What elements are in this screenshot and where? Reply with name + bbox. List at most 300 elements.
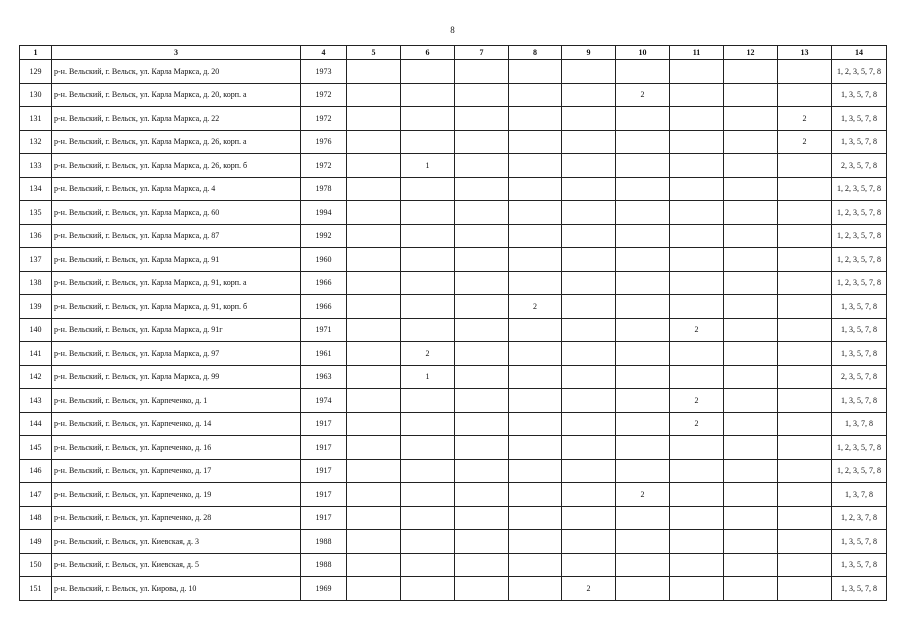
column-header: 9 bbox=[562, 46, 616, 60]
value-cell bbox=[455, 154, 509, 178]
year-cell: 1972 bbox=[301, 154, 347, 178]
address-cell: р-н. Вельский, г. Вельск, ул. Карла Маркса, д. 60 bbox=[52, 201, 301, 225]
value-cell bbox=[724, 459, 778, 483]
value-cell bbox=[562, 389, 616, 413]
value-cell bbox=[509, 177, 562, 201]
value-cell bbox=[724, 130, 778, 154]
value-cell bbox=[778, 459, 832, 483]
codes-cell: 1, 3, 5, 7, 8 bbox=[832, 577, 887, 601]
value-cell bbox=[724, 60, 778, 84]
value-cell bbox=[562, 459, 616, 483]
value-cell bbox=[562, 248, 616, 272]
value-cell bbox=[347, 60, 401, 84]
codes-cell: 1, 2, 3, 5, 7, 8 bbox=[832, 177, 887, 201]
row-number: 143 bbox=[20, 389, 52, 413]
value-cell bbox=[616, 389, 670, 413]
value-cell bbox=[509, 154, 562, 178]
year-cell: 1974 bbox=[301, 389, 347, 413]
table-row bbox=[20, 107, 887, 131]
value-cell bbox=[455, 177, 509, 201]
value-cell bbox=[401, 271, 455, 295]
value-cell bbox=[724, 389, 778, 413]
value-cell: 2 bbox=[670, 318, 724, 342]
value-cell bbox=[562, 107, 616, 131]
table-row bbox=[20, 295, 887, 319]
value-cell bbox=[347, 130, 401, 154]
value-cell bbox=[562, 201, 616, 225]
year-cell: 1917 bbox=[301, 459, 347, 483]
value-cell bbox=[670, 177, 724, 201]
value-cell bbox=[724, 295, 778, 319]
value-cell: 1 bbox=[401, 154, 455, 178]
address-cell: р-н. Вельский, г. Вельск, ул. Карла Маркса, д. 26, корп. б bbox=[52, 154, 301, 178]
table-row bbox=[20, 436, 887, 460]
table-row bbox=[20, 553, 887, 577]
value-cell bbox=[509, 412, 562, 436]
value-cell bbox=[509, 318, 562, 342]
value-cell bbox=[562, 483, 616, 507]
address-cell: р-н. Вельский, г. Вельск, ул. Карла Маркса, д. 91, корп. а bbox=[52, 271, 301, 295]
value-cell bbox=[724, 412, 778, 436]
value-cell bbox=[455, 271, 509, 295]
value-cell bbox=[778, 224, 832, 248]
value-cell bbox=[616, 506, 670, 530]
value-cell bbox=[401, 107, 455, 131]
value-cell bbox=[670, 436, 724, 460]
row-number: 134 bbox=[20, 177, 52, 201]
page-number: 8 bbox=[450, 25, 455, 35]
value-cell bbox=[562, 130, 616, 154]
codes-cell: 1, 3, 5, 7, 8 bbox=[832, 342, 887, 366]
value-cell bbox=[401, 201, 455, 225]
value-cell bbox=[778, 271, 832, 295]
value-cell: 2 bbox=[509, 295, 562, 319]
year-cell: 1969 bbox=[301, 577, 347, 601]
value-cell bbox=[670, 130, 724, 154]
value-cell bbox=[616, 224, 670, 248]
year-cell: 1976 bbox=[301, 130, 347, 154]
value-cell bbox=[455, 577, 509, 601]
value-cell bbox=[778, 436, 832, 460]
column-header: 12 bbox=[724, 46, 778, 60]
value-cell bbox=[778, 154, 832, 178]
value-cell bbox=[562, 83, 616, 107]
value-cell bbox=[778, 248, 832, 272]
table-row bbox=[20, 271, 887, 295]
table-row bbox=[20, 365, 887, 389]
value-cell bbox=[347, 295, 401, 319]
value-cell bbox=[724, 177, 778, 201]
address-cell: р-н. Вельский, г. Вельск, ул. Карла Маркса, д. 87 bbox=[52, 224, 301, 248]
value-cell bbox=[778, 506, 832, 530]
value-cell bbox=[455, 318, 509, 342]
value-cell bbox=[401, 177, 455, 201]
value-cell bbox=[509, 271, 562, 295]
value-cell bbox=[455, 201, 509, 225]
address-cell: р-н. Вельский, г. Вельск, ул. Карла Маркса, д. 99 bbox=[52, 365, 301, 389]
value-cell bbox=[562, 342, 616, 366]
address-cell: р-н. Вельский, г. Вельск, ул. Карпеченко, д. 14 bbox=[52, 412, 301, 436]
row-number: 147 bbox=[20, 483, 52, 507]
address-cell: р-н. Вельский, г. Вельск, ул. Карла Маркса, д. 97 bbox=[52, 342, 301, 366]
value-cell bbox=[401, 248, 455, 272]
value-cell bbox=[616, 365, 670, 389]
year-cell: 1971 bbox=[301, 318, 347, 342]
value-cell bbox=[616, 412, 670, 436]
row-number: 146 bbox=[20, 459, 52, 483]
column-header: 4 bbox=[301, 46, 347, 60]
value-cell bbox=[724, 553, 778, 577]
value-cell bbox=[616, 107, 670, 131]
year-cell: 1972 bbox=[301, 107, 347, 131]
value-cell bbox=[347, 318, 401, 342]
value-cell bbox=[509, 130, 562, 154]
codes-cell: 1, 2, 3, 7, 8 bbox=[832, 506, 887, 530]
value-cell bbox=[616, 577, 670, 601]
row-number: 144 bbox=[20, 412, 52, 436]
table-row bbox=[20, 83, 887, 107]
value-cell bbox=[616, 201, 670, 225]
value-cell bbox=[347, 201, 401, 225]
value-cell bbox=[401, 318, 455, 342]
value-cell bbox=[724, 83, 778, 107]
value-cell bbox=[562, 271, 616, 295]
row-number: 136 bbox=[20, 224, 52, 248]
codes-cell: 2, 3, 5, 7, 8 bbox=[832, 154, 887, 178]
year-cell: 1994 bbox=[301, 201, 347, 225]
codes-cell: 1, 2, 3, 5, 7, 8 bbox=[832, 459, 887, 483]
value-cell bbox=[562, 295, 616, 319]
value-cell bbox=[778, 530, 832, 554]
address-cell: р-н. Вельский, г. Вельск, ул. Карла Маркса, д. 20, корп. а bbox=[52, 83, 301, 107]
value-cell bbox=[401, 530, 455, 554]
value-cell bbox=[455, 60, 509, 84]
value-cell bbox=[401, 577, 455, 601]
value-cell bbox=[455, 553, 509, 577]
column-header: 7 bbox=[455, 46, 509, 60]
row-number: 149 bbox=[20, 530, 52, 554]
value-cell bbox=[778, 577, 832, 601]
year-cell: 1978 bbox=[301, 177, 347, 201]
column-header: 5 bbox=[347, 46, 401, 60]
table-row bbox=[20, 530, 887, 554]
value-cell bbox=[562, 365, 616, 389]
value-cell bbox=[670, 459, 724, 483]
table-row bbox=[20, 577, 887, 601]
table-row bbox=[20, 201, 887, 225]
value-cell bbox=[455, 530, 509, 554]
table-row bbox=[20, 506, 887, 530]
value-cell bbox=[509, 577, 562, 601]
value-cell bbox=[509, 224, 562, 248]
value-cell bbox=[616, 342, 670, 366]
value-cell bbox=[616, 177, 670, 201]
codes-cell: 1, 3, 5, 7, 8 bbox=[832, 83, 887, 107]
value-cell bbox=[455, 412, 509, 436]
value-cell bbox=[401, 436, 455, 460]
value-cell: 2 bbox=[778, 130, 832, 154]
value-cell bbox=[670, 107, 724, 131]
value-cell: 2 bbox=[670, 389, 724, 413]
address-cell: р-н. Вельский, г. Вельск, ул. Карла Маркса, д. 26, корп. а bbox=[52, 130, 301, 154]
value-cell bbox=[347, 154, 401, 178]
value-cell bbox=[616, 530, 670, 554]
value-cell bbox=[670, 577, 724, 601]
value-cell bbox=[670, 224, 724, 248]
row-number: 135 bbox=[20, 201, 52, 225]
value-cell bbox=[670, 248, 724, 272]
table-row bbox=[20, 224, 887, 248]
value-cell bbox=[347, 577, 401, 601]
value-cell bbox=[347, 530, 401, 554]
codes-cell: 1, 3, 5, 7, 8 bbox=[832, 130, 887, 154]
value-cell bbox=[509, 483, 562, 507]
value-cell bbox=[778, 342, 832, 366]
value-cell bbox=[347, 177, 401, 201]
table-row bbox=[20, 154, 887, 178]
value-cell bbox=[778, 412, 832, 436]
address-cell: р-н. Вельский, г. Вельск, ул. Карла Маркса, д. 20 bbox=[52, 60, 301, 84]
value-cell bbox=[724, 107, 778, 131]
address-cell: р-н. Вельский, г. Вельск, ул. Карпеченко, д. 19 bbox=[52, 483, 301, 507]
address-cell: р-н. Вельский, г. Вельск, ул. Киевская, д. 3 bbox=[52, 530, 301, 554]
row-number: 141 bbox=[20, 342, 52, 366]
codes-cell: 1, 2, 3, 5, 7, 8 bbox=[832, 201, 887, 225]
value-cell bbox=[670, 483, 724, 507]
year-cell: 1988 bbox=[301, 553, 347, 577]
table-row bbox=[20, 318, 887, 342]
column-header: 14 bbox=[832, 46, 887, 60]
year-cell: 1961 bbox=[301, 342, 347, 366]
value-cell bbox=[778, 365, 832, 389]
column-header: 8 bbox=[509, 46, 562, 60]
value-cell bbox=[509, 107, 562, 131]
row-number: 132 bbox=[20, 130, 52, 154]
codes-cell: 1, 3, 5, 7, 8 bbox=[832, 553, 887, 577]
value-cell bbox=[401, 83, 455, 107]
value-cell bbox=[509, 506, 562, 530]
value-cell: 2 bbox=[778, 107, 832, 131]
codes-cell: 1, 3, 5, 7, 8 bbox=[832, 107, 887, 131]
value-cell bbox=[724, 483, 778, 507]
value-cell bbox=[724, 224, 778, 248]
year-cell: 1966 bbox=[301, 271, 347, 295]
codes-cell: 2, 3, 5, 7, 8 bbox=[832, 365, 887, 389]
row-number: 148 bbox=[20, 506, 52, 530]
value-cell bbox=[562, 60, 616, 84]
value-cell bbox=[455, 365, 509, 389]
year-cell: 1960 bbox=[301, 248, 347, 272]
year-cell: 1917 bbox=[301, 436, 347, 460]
column-header: 6 bbox=[401, 46, 455, 60]
value-cell bbox=[347, 107, 401, 131]
row-number: 131 bbox=[20, 107, 52, 131]
value-cell bbox=[562, 553, 616, 577]
table-body bbox=[20, 60, 887, 601]
value-cell bbox=[670, 83, 724, 107]
address-cell: р-н. Вельский, г. Вельск, ул. Карпеченко, д. 1 bbox=[52, 389, 301, 413]
value-cell bbox=[347, 553, 401, 577]
value-cell bbox=[562, 530, 616, 554]
value-cell bbox=[724, 506, 778, 530]
table-row bbox=[20, 342, 887, 366]
value-cell bbox=[347, 483, 401, 507]
value-cell bbox=[347, 436, 401, 460]
table-row bbox=[20, 177, 887, 201]
value-cell bbox=[347, 412, 401, 436]
value-cell bbox=[509, 248, 562, 272]
value-cell bbox=[778, 83, 832, 107]
value-cell bbox=[670, 295, 724, 319]
codes-cell: 1, 3, 5, 7, 8 bbox=[832, 318, 887, 342]
table-row bbox=[20, 130, 887, 154]
value-cell bbox=[616, 436, 670, 460]
value-cell bbox=[401, 130, 455, 154]
value-cell bbox=[347, 342, 401, 366]
address-cell: р-н. Вельский, г. Вельск, ул. Карпеченко, д. 16 bbox=[52, 436, 301, 460]
value-cell bbox=[455, 107, 509, 131]
row-number: 151 bbox=[20, 577, 52, 601]
codes-cell: 1, 2, 3, 5, 7, 8 bbox=[832, 224, 887, 248]
row-number: 133 bbox=[20, 154, 52, 178]
year-cell: 1988 bbox=[301, 530, 347, 554]
value-cell bbox=[509, 530, 562, 554]
value-cell bbox=[509, 553, 562, 577]
value-cell bbox=[347, 389, 401, 413]
address-cell: р-н. Вельский, г. Вельск, ул. Карла Маркса, д. 4 bbox=[52, 177, 301, 201]
address-cell: р-н. Вельский, г. Вельск, ул. Карла Маркса, д. 91г bbox=[52, 318, 301, 342]
row-number: 139 bbox=[20, 295, 52, 319]
value-cell bbox=[616, 459, 670, 483]
row-number: 130 bbox=[20, 83, 52, 107]
value-cell bbox=[455, 436, 509, 460]
value-cell bbox=[401, 224, 455, 248]
value-cell bbox=[724, 530, 778, 554]
value-cell bbox=[347, 271, 401, 295]
value-cell bbox=[455, 248, 509, 272]
register-table bbox=[19, 45, 887, 601]
value-cell bbox=[670, 201, 724, 225]
value-cell bbox=[562, 436, 616, 460]
value-cell bbox=[347, 459, 401, 483]
value-cell bbox=[562, 177, 616, 201]
row-number: 145 bbox=[20, 436, 52, 460]
column-header: 10 bbox=[616, 46, 670, 60]
value-cell bbox=[401, 295, 455, 319]
codes-cell: 1, 3, 7, 8 bbox=[832, 483, 887, 507]
year-cell: 1917 bbox=[301, 483, 347, 507]
value-cell bbox=[670, 553, 724, 577]
row-number: 137 bbox=[20, 248, 52, 272]
value-cell bbox=[724, 365, 778, 389]
table-row bbox=[20, 389, 887, 413]
year-cell: 1972 bbox=[301, 83, 347, 107]
value-cell bbox=[724, 248, 778, 272]
codes-cell: 1, 3, 5, 7, 8 bbox=[832, 389, 887, 413]
codes-cell: 1, 3, 7, 8 bbox=[832, 412, 887, 436]
value-cell bbox=[670, 60, 724, 84]
value-cell bbox=[778, 295, 832, 319]
value-cell bbox=[778, 553, 832, 577]
value-cell bbox=[509, 459, 562, 483]
year-cell: 1966 bbox=[301, 295, 347, 319]
value-cell bbox=[670, 342, 724, 366]
table-row bbox=[20, 459, 887, 483]
value-cell bbox=[562, 412, 616, 436]
column-header: 1 bbox=[20, 46, 52, 60]
row-number: 138 bbox=[20, 271, 52, 295]
address-cell: р-н. Вельский, г. Вельск, ул. Карла Маркса, д. 91, корп. б bbox=[52, 295, 301, 319]
value-cell bbox=[616, 271, 670, 295]
value-cell bbox=[616, 318, 670, 342]
value-cell bbox=[401, 60, 455, 84]
address-cell: р-н. Вельский, г. Вельск, ул. Карла Маркса, д. 22 bbox=[52, 107, 301, 131]
value-cell bbox=[724, 342, 778, 366]
value-cell bbox=[616, 248, 670, 272]
address-cell: р-н. Вельский, г. Вельск, ул. Киевская, д. 5 bbox=[52, 553, 301, 577]
value-cell bbox=[455, 295, 509, 319]
value-cell bbox=[401, 483, 455, 507]
value-cell bbox=[670, 530, 724, 554]
value-cell bbox=[670, 506, 724, 530]
value-cell bbox=[778, 318, 832, 342]
value-cell bbox=[670, 365, 724, 389]
value-cell: 2 bbox=[616, 483, 670, 507]
value-cell bbox=[724, 436, 778, 460]
value-cell bbox=[455, 459, 509, 483]
table-row bbox=[20, 248, 887, 272]
value-cell: 2 bbox=[616, 83, 670, 107]
value-cell bbox=[724, 154, 778, 178]
value-cell bbox=[455, 483, 509, 507]
value-cell bbox=[455, 130, 509, 154]
value-cell bbox=[616, 553, 670, 577]
address-cell: р-н. Вельский, г. Вельск, ул. Карла Маркса, д. 91 bbox=[52, 248, 301, 272]
value-cell bbox=[670, 154, 724, 178]
value-cell bbox=[455, 506, 509, 530]
value-cell bbox=[724, 577, 778, 601]
row-number: 150 bbox=[20, 553, 52, 577]
codes-cell: 1, 3, 5, 7, 8 bbox=[832, 530, 887, 554]
value-cell bbox=[562, 318, 616, 342]
value-cell bbox=[509, 60, 562, 84]
value-cell bbox=[347, 224, 401, 248]
value-cell bbox=[401, 506, 455, 530]
value-cell bbox=[347, 506, 401, 530]
value-cell bbox=[455, 342, 509, 366]
year-cell: 1973 bbox=[301, 60, 347, 84]
value-cell bbox=[778, 483, 832, 507]
value-cell bbox=[616, 130, 670, 154]
value-cell bbox=[670, 271, 724, 295]
table-header-row bbox=[20, 46, 887, 60]
value-cell bbox=[401, 459, 455, 483]
column-header: 3 bbox=[52, 46, 301, 60]
value-cell bbox=[347, 83, 401, 107]
value-cell bbox=[778, 201, 832, 225]
value-cell bbox=[401, 553, 455, 577]
value-cell bbox=[724, 201, 778, 225]
value-cell bbox=[401, 412, 455, 436]
value-cell bbox=[509, 342, 562, 366]
table-row bbox=[20, 412, 887, 436]
address-cell: р-н. Вельский, г. Вельск, ул. Карпеченко, д. 17 bbox=[52, 459, 301, 483]
value-cell bbox=[616, 60, 670, 84]
value-cell bbox=[455, 83, 509, 107]
value-cell bbox=[616, 154, 670, 178]
column-header: 13 bbox=[778, 46, 832, 60]
table-row bbox=[20, 483, 887, 507]
